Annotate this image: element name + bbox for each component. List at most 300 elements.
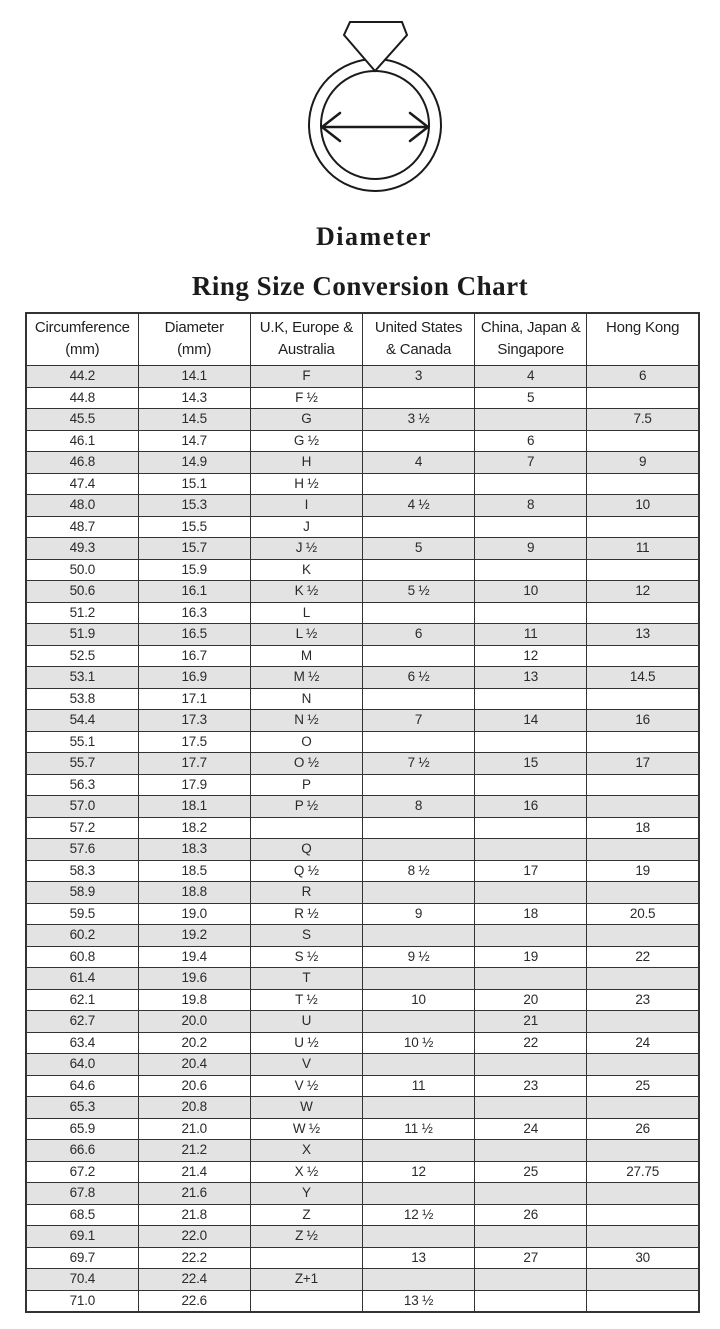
table-row	[26, 839, 699, 861]
cell-hong-kong: 11	[587, 538, 699, 560]
cell-diameter-mm: 22.2	[138, 1247, 250, 1269]
cell-us-canada: 6 ½	[362, 667, 474, 689]
cell-us-canada: 8	[362, 796, 474, 818]
cell-us-canada	[362, 774, 474, 796]
table-row	[26, 688, 699, 710]
cell-uk-europe-australia: O ½	[250, 753, 362, 775]
cell-us-canada	[362, 645, 474, 667]
cell-uk-europe-australia: S	[250, 925, 362, 947]
col-header-line: Singapore	[497, 341, 564, 358]
cell-hong-kong	[587, 1097, 699, 1119]
col-header-line: Circumference	[34, 319, 130, 336]
table-header	[26, 313, 699, 366]
table-row	[26, 366, 699, 388]
col-header-line: (mm)	[177, 341, 212, 358]
table-row	[26, 452, 699, 474]
cell-us-canada	[362, 1183, 474, 1205]
table-row	[26, 516, 699, 538]
table-row	[26, 559, 699, 581]
table-row	[26, 495, 699, 517]
cell-diameter-mm: 20.6	[138, 1075, 250, 1097]
table-row	[26, 968, 699, 990]
cell-china-japan-singapore: 6	[475, 430, 587, 452]
cell-us-canada: 9	[362, 903, 474, 925]
diameter-label: Diameter	[316, 222, 432, 251]
cell-us-canada: 4	[362, 452, 474, 474]
cell-hong-kong: 10	[587, 495, 699, 517]
cell-us-canada: 7	[362, 710, 474, 732]
table-row	[26, 538, 699, 560]
table-row	[26, 581, 699, 603]
cell-circumference-mm: 68.5	[26, 1204, 138, 1226]
cell-uk-europe-australia	[250, 1247, 362, 1269]
cell-diameter-mm: 14.1	[138, 366, 250, 388]
cell-us-canada	[362, 559, 474, 581]
table-row	[26, 774, 699, 796]
table-row	[26, 1054, 699, 1076]
cell-hong-kong	[587, 473, 699, 495]
cell-diameter-mm: 14.9	[138, 452, 250, 474]
cell-us-canada	[362, 731, 474, 753]
cell-hong-kong	[587, 1011, 699, 1033]
cell-circumference-mm: 65.9	[26, 1118, 138, 1140]
cell-circumference-mm: 69.7	[26, 1247, 138, 1269]
cell-china-japan-singapore: 9	[475, 538, 587, 560]
cell-hong-kong	[587, 839, 699, 861]
cell-china-japan-singapore	[475, 409, 587, 431]
cell-diameter-mm: 15.1	[138, 473, 250, 495]
cell-us-canada	[362, 925, 474, 947]
cell-us-canada	[362, 430, 474, 452]
cell-us-canada	[362, 688, 474, 710]
cell-diameter-mm: 15.5	[138, 516, 250, 538]
col-header-circumference-mm	[26, 313, 138, 366]
cell-uk-europe-australia: K	[250, 559, 362, 581]
table-row	[26, 1269, 699, 1291]
cell-circumference-mm: 53.8	[26, 688, 138, 710]
table-row	[26, 1290, 699, 1312]
cell-uk-europe-australia: M	[250, 645, 362, 667]
cell-us-canada	[362, 387, 474, 409]
cell-circumference-mm: 71.0	[26, 1290, 138, 1312]
col-header-line: China, Japan &	[480, 319, 581, 336]
cell-hong-kong	[587, 925, 699, 947]
cell-circumference-mm: 69.1	[26, 1226, 138, 1248]
cell-circumference-mm: 58.9	[26, 882, 138, 904]
table-row	[26, 473, 699, 495]
cell-uk-europe-australia	[250, 1290, 362, 1312]
cell-circumference-mm: 44.2	[26, 366, 138, 388]
cell-diameter-mm: 15.3	[138, 495, 250, 517]
cell-uk-europe-australia: X	[250, 1140, 362, 1162]
cell-circumference-mm: 67.2	[26, 1161, 138, 1183]
table-row	[26, 430, 699, 452]
cell-uk-europe-australia: V ½	[250, 1075, 362, 1097]
cell-uk-europe-australia: G	[250, 409, 362, 431]
cell-uk-europe-australia: Z+1	[250, 1269, 362, 1291]
cell-circumference-mm: 57.2	[26, 817, 138, 839]
cell-china-japan-singapore	[475, 839, 587, 861]
cell-hong-kong: 30	[587, 1247, 699, 1269]
cell-uk-europe-australia: R ½	[250, 903, 362, 925]
cell-us-canada	[362, 1097, 474, 1119]
cell-uk-europe-australia: J	[250, 516, 362, 538]
cell-circumference-mm: 57.0	[26, 796, 138, 818]
cell-circumference-mm: 59.5	[26, 903, 138, 925]
cell-hong-kong: 22	[587, 946, 699, 968]
cell-us-canada	[362, 817, 474, 839]
cell-diameter-mm: 18.5	[138, 860, 250, 882]
cell-us-canada: 7 ½	[362, 753, 474, 775]
cell-hong-kong	[587, 1183, 699, 1205]
cell-china-japan-singapore: 26	[475, 1204, 587, 1226]
cell-diameter-mm: 19.8	[138, 989, 250, 1011]
cell-circumference-mm: 50.6	[26, 581, 138, 603]
cell-uk-europe-australia: W ½	[250, 1118, 362, 1140]
ring-diagram	[0, 8, 720, 208]
cell-china-japan-singapore	[475, 516, 587, 538]
cell-china-japan-singapore: 17	[475, 860, 587, 882]
cell-us-canada	[362, 1011, 474, 1033]
cell-china-japan-singapore: 16	[475, 796, 587, 818]
cell-uk-europe-australia: P ½	[250, 796, 362, 818]
col-header-line: U.K, Europe &	[259, 319, 354, 336]
cell-circumference-mm: 63.4	[26, 1032, 138, 1054]
cell-hong-kong	[587, 774, 699, 796]
cell-china-japan-singapore: 25	[475, 1161, 587, 1183]
cell-china-japan-singapore: 11	[475, 624, 587, 646]
cell-hong-kong	[587, 602, 699, 624]
cell-uk-europe-australia	[250, 817, 362, 839]
cell-us-canada: 11	[362, 1075, 474, 1097]
cell-circumference-mm: 53.1	[26, 667, 138, 689]
cell-hong-kong: 6	[587, 366, 699, 388]
diameter-arrow-icon	[322, 113, 428, 141]
cell-diameter-mm: 18.1	[138, 796, 250, 818]
table-row	[26, 1161, 699, 1183]
cell-us-canada	[362, 1226, 474, 1248]
cell-circumference-mm: 51.2	[26, 602, 138, 624]
cell-circumference-mm: 57.6	[26, 839, 138, 861]
cell-china-japan-singapore	[475, 1290, 587, 1312]
cell-circumference-mm: 55.7	[26, 753, 138, 775]
cell-hong-kong: 9	[587, 452, 699, 474]
cell-uk-europe-australia: Y	[250, 1183, 362, 1205]
cell-china-japan-singapore	[475, 925, 587, 947]
cell-uk-europe-australia: F ½	[250, 387, 362, 409]
table-row	[26, 624, 699, 646]
cell-uk-europe-australia: X ½	[250, 1161, 362, 1183]
cell-uk-europe-australia: T	[250, 968, 362, 990]
col-header-line: Diameter	[164, 319, 224, 336]
cell-hong-kong	[587, 430, 699, 452]
cell-uk-europe-australia: U ½	[250, 1032, 362, 1054]
table-row	[26, 1032, 699, 1054]
cell-circumference-mm: 48.7	[26, 516, 138, 538]
cell-diameter-mm: 22.0	[138, 1226, 250, 1248]
cell-circumference-mm: 66.6	[26, 1140, 138, 1162]
table-row	[26, 1204, 699, 1226]
cell-diameter-mm: 19.6	[138, 968, 250, 990]
cell-diameter-mm: 15.7	[138, 538, 250, 560]
cell-us-canada: 9 ½	[362, 946, 474, 968]
cell-uk-europe-australia: G ½	[250, 430, 362, 452]
cell-circumference-mm: 60.8	[26, 946, 138, 968]
cell-diameter-mm: 21.2	[138, 1140, 250, 1162]
cell-us-canada	[362, 839, 474, 861]
table-row	[26, 602, 699, 624]
cell-us-canada: 13 ½	[362, 1290, 474, 1312]
cell-diameter-mm: 19.2	[138, 925, 250, 947]
cell-us-canada: 3	[362, 366, 474, 388]
table-row	[26, 710, 699, 732]
cell-circumference-mm: 62.7	[26, 1011, 138, 1033]
cell-circumference-mm: 46.8	[26, 452, 138, 474]
cell-china-japan-singapore	[475, 731, 587, 753]
cell-uk-europe-australia: P	[250, 774, 362, 796]
cell-china-japan-singapore: 23	[475, 1075, 587, 1097]
cell-diameter-mm: 17.9	[138, 774, 250, 796]
cell-hong-kong	[587, 559, 699, 581]
cell-hong-kong: 23	[587, 989, 699, 1011]
cell-china-japan-singapore	[475, 1269, 587, 1291]
cell-china-japan-singapore	[475, 1183, 587, 1205]
cell-uk-europe-australia: I	[250, 495, 362, 517]
col-header-uk-europe-australia	[250, 313, 362, 366]
table-row	[26, 796, 699, 818]
cell-circumference-mm: 67.8	[26, 1183, 138, 1205]
cell-circumference-mm: 55.1	[26, 731, 138, 753]
cell-hong-kong	[587, 1269, 699, 1291]
cell-diameter-mm: 14.3	[138, 387, 250, 409]
cell-uk-europe-australia: U	[250, 1011, 362, 1033]
cell-china-japan-singapore: 15	[475, 753, 587, 775]
cell-china-japan-singapore: 5	[475, 387, 587, 409]
cell-circumference-mm: 56.3	[26, 774, 138, 796]
cell-hong-kong	[587, 1290, 699, 1312]
table-header-row	[26, 313, 699, 366]
cell-china-japan-singapore	[475, 1054, 587, 1076]
cell-uk-europe-australia: O	[250, 731, 362, 753]
cell-china-japan-singapore: 24	[475, 1118, 587, 1140]
cell-circumference-mm: 61.4	[26, 968, 138, 990]
table-row	[26, 731, 699, 753]
cell-uk-europe-australia: H	[250, 452, 362, 474]
col-header-line: United States	[374, 319, 463, 336]
cell-uk-europe-australia: Q ½	[250, 860, 362, 882]
cell-diameter-mm: 17.5	[138, 731, 250, 753]
cell-us-canada	[362, 1054, 474, 1076]
cell-us-canada	[362, 968, 474, 990]
cell-uk-europe-australia: V	[250, 1054, 362, 1076]
cell-diameter-mm: 20.4	[138, 1054, 250, 1076]
cell-china-japan-singapore	[475, 688, 587, 710]
cell-diameter-mm: 16.5	[138, 624, 250, 646]
table-row	[26, 1011, 699, 1033]
cell-diameter-mm: 18.2	[138, 817, 250, 839]
cell-diameter-mm: 14.5	[138, 409, 250, 431]
col-header-line: (mm)	[65, 341, 100, 358]
cell-uk-europe-australia: Q	[250, 839, 362, 861]
cell-uk-europe-australia: Z ½	[250, 1226, 362, 1248]
cell-us-canada: 3 ½	[362, 409, 474, 431]
cell-uk-europe-australia: H ½	[250, 473, 362, 495]
cell-hong-kong: 26	[587, 1118, 699, 1140]
cell-diameter-mm: 16.3	[138, 602, 250, 624]
cell-hong-kong	[587, 387, 699, 409]
cell-circumference-mm: 54.4	[26, 710, 138, 732]
cell-uk-europe-australia: M ½	[250, 667, 362, 689]
cell-hong-kong	[587, 645, 699, 667]
cell-hong-kong: 12	[587, 581, 699, 603]
cell-us-canada	[362, 516, 474, 538]
cell-hong-kong: 24	[587, 1032, 699, 1054]
cell-us-canada	[362, 1269, 474, 1291]
table-row	[26, 753, 699, 775]
cell-china-japan-singapore: 18	[475, 903, 587, 925]
cell-us-canada: 5	[362, 538, 474, 560]
cell-uk-europe-australia: L	[250, 602, 362, 624]
cell-us-canada: 5 ½	[362, 581, 474, 603]
cell-hong-kong: 16	[587, 710, 699, 732]
cell-china-japan-singapore	[475, 1140, 587, 1162]
cell-diameter-mm: 18.8	[138, 882, 250, 904]
table-row	[26, 989, 699, 1011]
table-row	[26, 1075, 699, 1097]
cell-hong-kong	[587, 1054, 699, 1076]
col-header-china-japan-singapore	[475, 313, 587, 366]
cell-uk-europe-australia: K ½	[250, 581, 362, 603]
cell-uk-europe-australia: L ½	[250, 624, 362, 646]
table-row	[26, 1118, 699, 1140]
cell-diameter-mm: 16.7	[138, 645, 250, 667]
cell-uk-europe-australia: N	[250, 688, 362, 710]
cell-uk-europe-australia: Z	[250, 1204, 362, 1226]
cell-diameter-mm: 22.4	[138, 1269, 250, 1291]
cell-diameter-mm: 15.9	[138, 559, 250, 581]
cell-hong-kong: 17	[587, 753, 699, 775]
cell-hong-kong: 25	[587, 1075, 699, 1097]
cell-china-japan-singapore: 21	[475, 1011, 587, 1033]
cell-diameter-mm: 17.7	[138, 753, 250, 775]
cell-uk-europe-australia: S ½	[250, 946, 362, 968]
table-body	[26, 366, 699, 1313]
cell-diameter-mm: 20.2	[138, 1032, 250, 1054]
cell-hong-kong: 27.75	[587, 1161, 699, 1183]
cell-china-japan-singapore	[475, 559, 587, 581]
cell-us-canada: 13	[362, 1247, 474, 1269]
cell-circumference-mm: 51.9	[26, 624, 138, 646]
cell-hong-kong	[587, 688, 699, 710]
cell-hong-kong: 14.5	[587, 667, 699, 689]
col-header-line: Hong Kong	[606, 319, 680, 336]
cell-diameter-mm: 17.3	[138, 710, 250, 732]
cell-circumference-mm: 47.4	[26, 473, 138, 495]
table-row	[26, 817, 699, 839]
cell-circumference-mm: 44.8	[26, 387, 138, 409]
cell-circumference-mm: 70.4	[26, 1269, 138, 1291]
cell-hong-kong: 19	[587, 860, 699, 882]
cell-hong-kong: 13	[587, 624, 699, 646]
cell-uk-europe-australia: R	[250, 882, 362, 904]
table-row	[26, 1226, 699, 1248]
cell-uk-europe-australia: T ½	[250, 989, 362, 1011]
cell-china-japan-singapore	[475, 968, 587, 990]
cell-diameter-mm: 21.4	[138, 1161, 250, 1183]
cell-diameter-mm: 16.1	[138, 581, 250, 603]
cell-diameter-mm: 21.6	[138, 1183, 250, 1205]
cell-china-japan-singapore: 8	[475, 495, 587, 517]
table-row	[26, 409, 699, 431]
cell-diameter-mm: 18.3	[138, 839, 250, 861]
cell-hong-kong: 7.5	[587, 409, 699, 431]
cell-circumference-mm: 49.3	[26, 538, 138, 560]
col-header-diameter-mm	[138, 313, 250, 366]
table-row	[26, 667, 699, 689]
cell-circumference-mm: 45.5	[26, 409, 138, 431]
cell-us-canada: 10	[362, 989, 474, 1011]
cell-china-japan-singapore	[475, 882, 587, 904]
cell-circumference-mm: 62.1	[26, 989, 138, 1011]
table-row	[26, 1247, 699, 1269]
cell-china-japan-singapore: 22	[475, 1032, 587, 1054]
cell-hong-kong	[587, 796, 699, 818]
cell-circumference-mm: 50.0	[26, 559, 138, 581]
cell-circumference-mm: 60.2	[26, 925, 138, 947]
table-row	[26, 1097, 699, 1119]
table-row	[26, 1140, 699, 1162]
cell-china-japan-singapore	[475, 774, 587, 796]
cell-china-japan-singapore	[475, 1097, 587, 1119]
cell-diameter-mm: 20.8	[138, 1097, 250, 1119]
cell-hong-kong	[587, 882, 699, 904]
cell-hong-kong	[587, 968, 699, 990]
table-row	[26, 903, 699, 925]
cell-diameter-mm: 17.1	[138, 688, 250, 710]
cell-uk-europe-australia: F	[250, 366, 362, 388]
cell-circumference-mm: 52.5	[26, 645, 138, 667]
cell-china-japan-singapore: 4	[475, 366, 587, 388]
cell-diameter-mm: 19.0	[138, 903, 250, 925]
cell-hong-kong	[587, 731, 699, 753]
cell-circumference-mm: 46.1	[26, 430, 138, 452]
ring-outer-circle	[309, 59, 441, 191]
cell-circumference-mm: 48.0	[26, 495, 138, 517]
cell-uk-europe-australia: W	[250, 1097, 362, 1119]
table-row	[26, 860, 699, 882]
cell-china-japan-singapore	[475, 473, 587, 495]
cell-hong-kong: 18	[587, 817, 699, 839]
cell-circumference-mm: 58.3	[26, 860, 138, 882]
cell-china-japan-singapore	[475, 1226, 587, 1248]
cell-china-japan-singapore	[475, 817, 587, 839]
cell-china-japan-singapore: 10	[475, 581, 587, 603]
cell-hong-kong	[587, 1226, 699, 1248]
cell-hong-kong	[587, 1204, 699, 1226]
cell-china-japan-singapore: 19	[475, 946, 587, 968]
cell-us-canada: 10 ½	[362, 1032, 474, 1054]
cell-circumference-mm: 64.0	[26, 1054, 138, 1076]
cell-diameter-mm: 19.4	[138, 946, 250, 968]
cell-diameter-mm: 22.6	[138, 1290, 250, 1312]
cell-us-canada: 8 ½	[362, 860, 474, 882]
cell-china-japan-singapore	[475, 602, 587, 624]
cell-diameter-mm: 21.8	[138, 1204, 250, 1226]
cell-diameter-mm: 14.7	[138, 430, 250, 452]
cell-us-canada: 12	[362, 1161, 474, 1183]
cell-china-japan-singapore: 14	[475, 710, 587, 732]
col-header-us-canada	[362, 313, 474, 366]
